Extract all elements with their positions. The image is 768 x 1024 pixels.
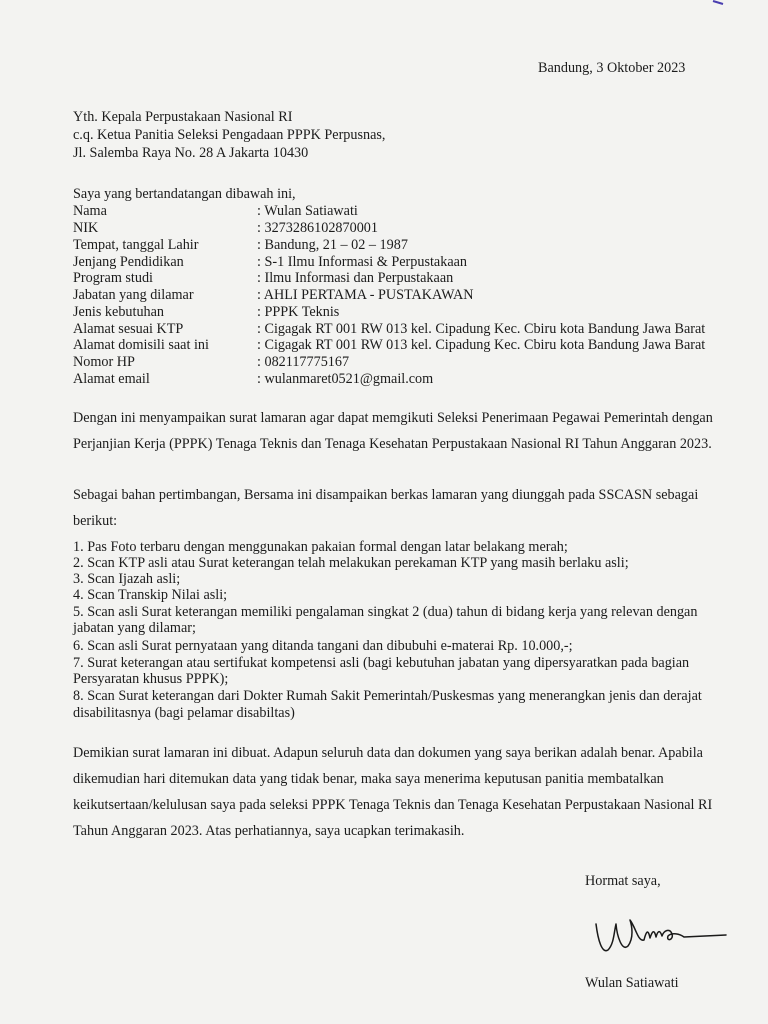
field-value-education: : S-1 Ilmu Informasi & Perpustakaan bbox=[257, 254, 468, 270]
list-item: 6. Scan asli Surat pernyataan yang ditanda tangani dan dibubuhi e-materai Rp. 10.000,-; bbox=[73, 638, 573, 654]
field-label-phone: Nomor HP bbox=[73, 354, 135, 370]
letter-date: Bandung, 3 Oktober 2023 bbox=[538, 60, 686, 76]
paragraph-3-line-2: dikemudian hari ditemukan data yang tidak benar, maka saya menerima keputusan panitia membatalkan bbox=[73, 771, 664, 787]
field-value-ktp-address: : Cigagak RT 001 RW 013 kel. Cipadung Kec. Cbiru kota Bandung Jawa Barat bbox=[257, 321, 706, 337]
paragraph-1-line-1: Dengan ini menyampaikan surat lamaran agar dapat memgikuti Seleksi Penerimaan Pegawai Pemerintah dengan bbox=[73, 410, 713, 426]
list-item: 4. Scan Transkip Nilai asli; bbox=[73, 587, 228, 603]
field-value-domicile-address: : Cigagak RT 001 RW 013 kel. Cipadung Kec. Cbiru kota Bandung Jawa Barat bbox=[257, 337, 706, 353]
paragraph-1-line-2: Perjanjian Kerja (PPPK) Tenaga Teknis dan Tenaga Kesehatan Perpustakaan Nasional RI Tahun Anggaran 2023. bbox=[73, 436, 712, 452]
paragraph-3-line-4: Tahun Anggaran 2023. Atas perhatiannya, saya ucapkan terimakasih. bbox=[73, 823, 465, 839]
field-label-study-program: Program studi bbox=[73, 270, 153, 286]
list-item: disabilitasnya (bagi pelamar disabiltas) bbox=[73, 705, 295, 721]
recipient-line-1: Yth. Kepala Perpustakaan Nasional RI bbox=[73, 109, 293, 125]
intro-text: Saya yang bertandatangan dibawah ini, bbox=[73, 186, 296, 202]
field-value-position: : AHLI PERTAMA - PUSTAKAWAN bbox=[257, 287, 474, 303]
field-label-domicile-address: Alamat domisili saat ini bbox=[73, 337, 209, 353]
field-label-nik: NIK bbox=[73, 220, 99, 236]
field-label-nama: Nama bbox=[73, 203, 107, 219]
recipient-line-2: c.q. Ketua Panitia Seleksi Pengadaan PPPK Perpusnas, bbox=[73, 127, 386, 143]
paragraph-3-line-1: Demikian surat lamaran ini dibuat. Adapun seluruh data dan dokumen yang saya berikan adalah benar. Apabila bbox=[73, 745, 703, 761]
signer-name: Wulan Satiawati bbox=[585, 975, 679, 991]
list-item: 5. Scan asli Surat keterangan memiliki pengalaman singkat 2 (dua) tahun di bidang kerja yang relevan dengan bbox=[73, 604, 698, 620]
field-label-need-type: Jenis kebutuhan bbox=[73, 304, 165, 320]
list-item: 3. Scan Ijazah asli; bbox=[73, 571, 181, 587]
handwritten-signature bbox=[592, 910, 732, 962]
field-value-study-program: : Ilmu Informasi dan Perpustakaan bbox=[257, 270, 454, 286]
field-label-education: Jenjang Pendidikan bbox=[73, 254, 184, 270]
field-value-nik: : 3273286102870001 bbox=[257, 220, 378, 236]
paragraph-2-line-2: berikut: bbox=[73, 513, 118, 529]
field-value-birth: : Bandung, 21 – 02 – 1987 bbox=[257, 237, 408, 253]
field-value-nama: : Wulan Satiawati bbox=[257, 203, 358, 219]
field-label-birth: Tempat, tanggal Lahir bbox=[73, 237, 199, 253]
field-label-ktp-address: Alamat sesuai KTP bbox=[73, 321, 184, 337]
field-value-phone: : 082117775167 bbox=[257, 354, 350, 370]
paragraph-3-line-3: keikutsertaan/kelulusan saya pada seleksi PPPK Tenaga Teknis dan Tenaga Kesehatan Perpustakaan Nasional RI bbox=[73, 797, 713, 813]
field-label-email: Alamat email bbox=[73, 371, 150, 387]
list-item: 7. Surat keterangan atau sertifukat kompetensi asli (bagi kebutuhan jabatan yang dipersyaratkan pada bagian bbox=[73, 655, 690, 671]
list-item: Persyaratan khusus PPPK); bbox=[73, 671, 229, 687]
list-item: 8. Scan Surat keterangan dari Dokter Rumah Sakit Pemerintah/Puskesmas yang menerangkan jenis dan derajat bbox=[73, 688, 702, 704]
scan-mark bbox=[712, 0, 724, 6]
closing-greeting: Hormat saya, bbox=[585, 873, 661, 889]
field-label-position: Jabatan yang dilamar bbox=[73, 287, 194, 303]
paragraph-2-line-1: Sebagai bahan pertimbangan, Bersama ini disampaikan berkas lamaran yang diunggah pada SSCASN sebagai bbox=[73, 487, 699, 503]
list-item: jabatan yang dilamar; bbox=[73, 620, 196, 636]
list-item: 1. Pas Foto terbaru dengan menggunakan pakaian formal dengan latar belakang merah; bbox=[73, 539, 568, 555]
list-item: 2. Scan KTP asli atau Surat keterangan telah melakukan perekaman KTP yang masih berlaku asli; bbox=[73, 555, 629, 571]
recipient-line-3: Jl. Salemba Raya No. 28 A Jakarta 10430 bbox=[73, 145, 309, 161]
field-value-need-type: : PPPK Teknis bbox=[257, 304, 340, 320]
field-value-email: : wulanmaret0521@gmail.com bbox=[257, 371, 434, 387]
